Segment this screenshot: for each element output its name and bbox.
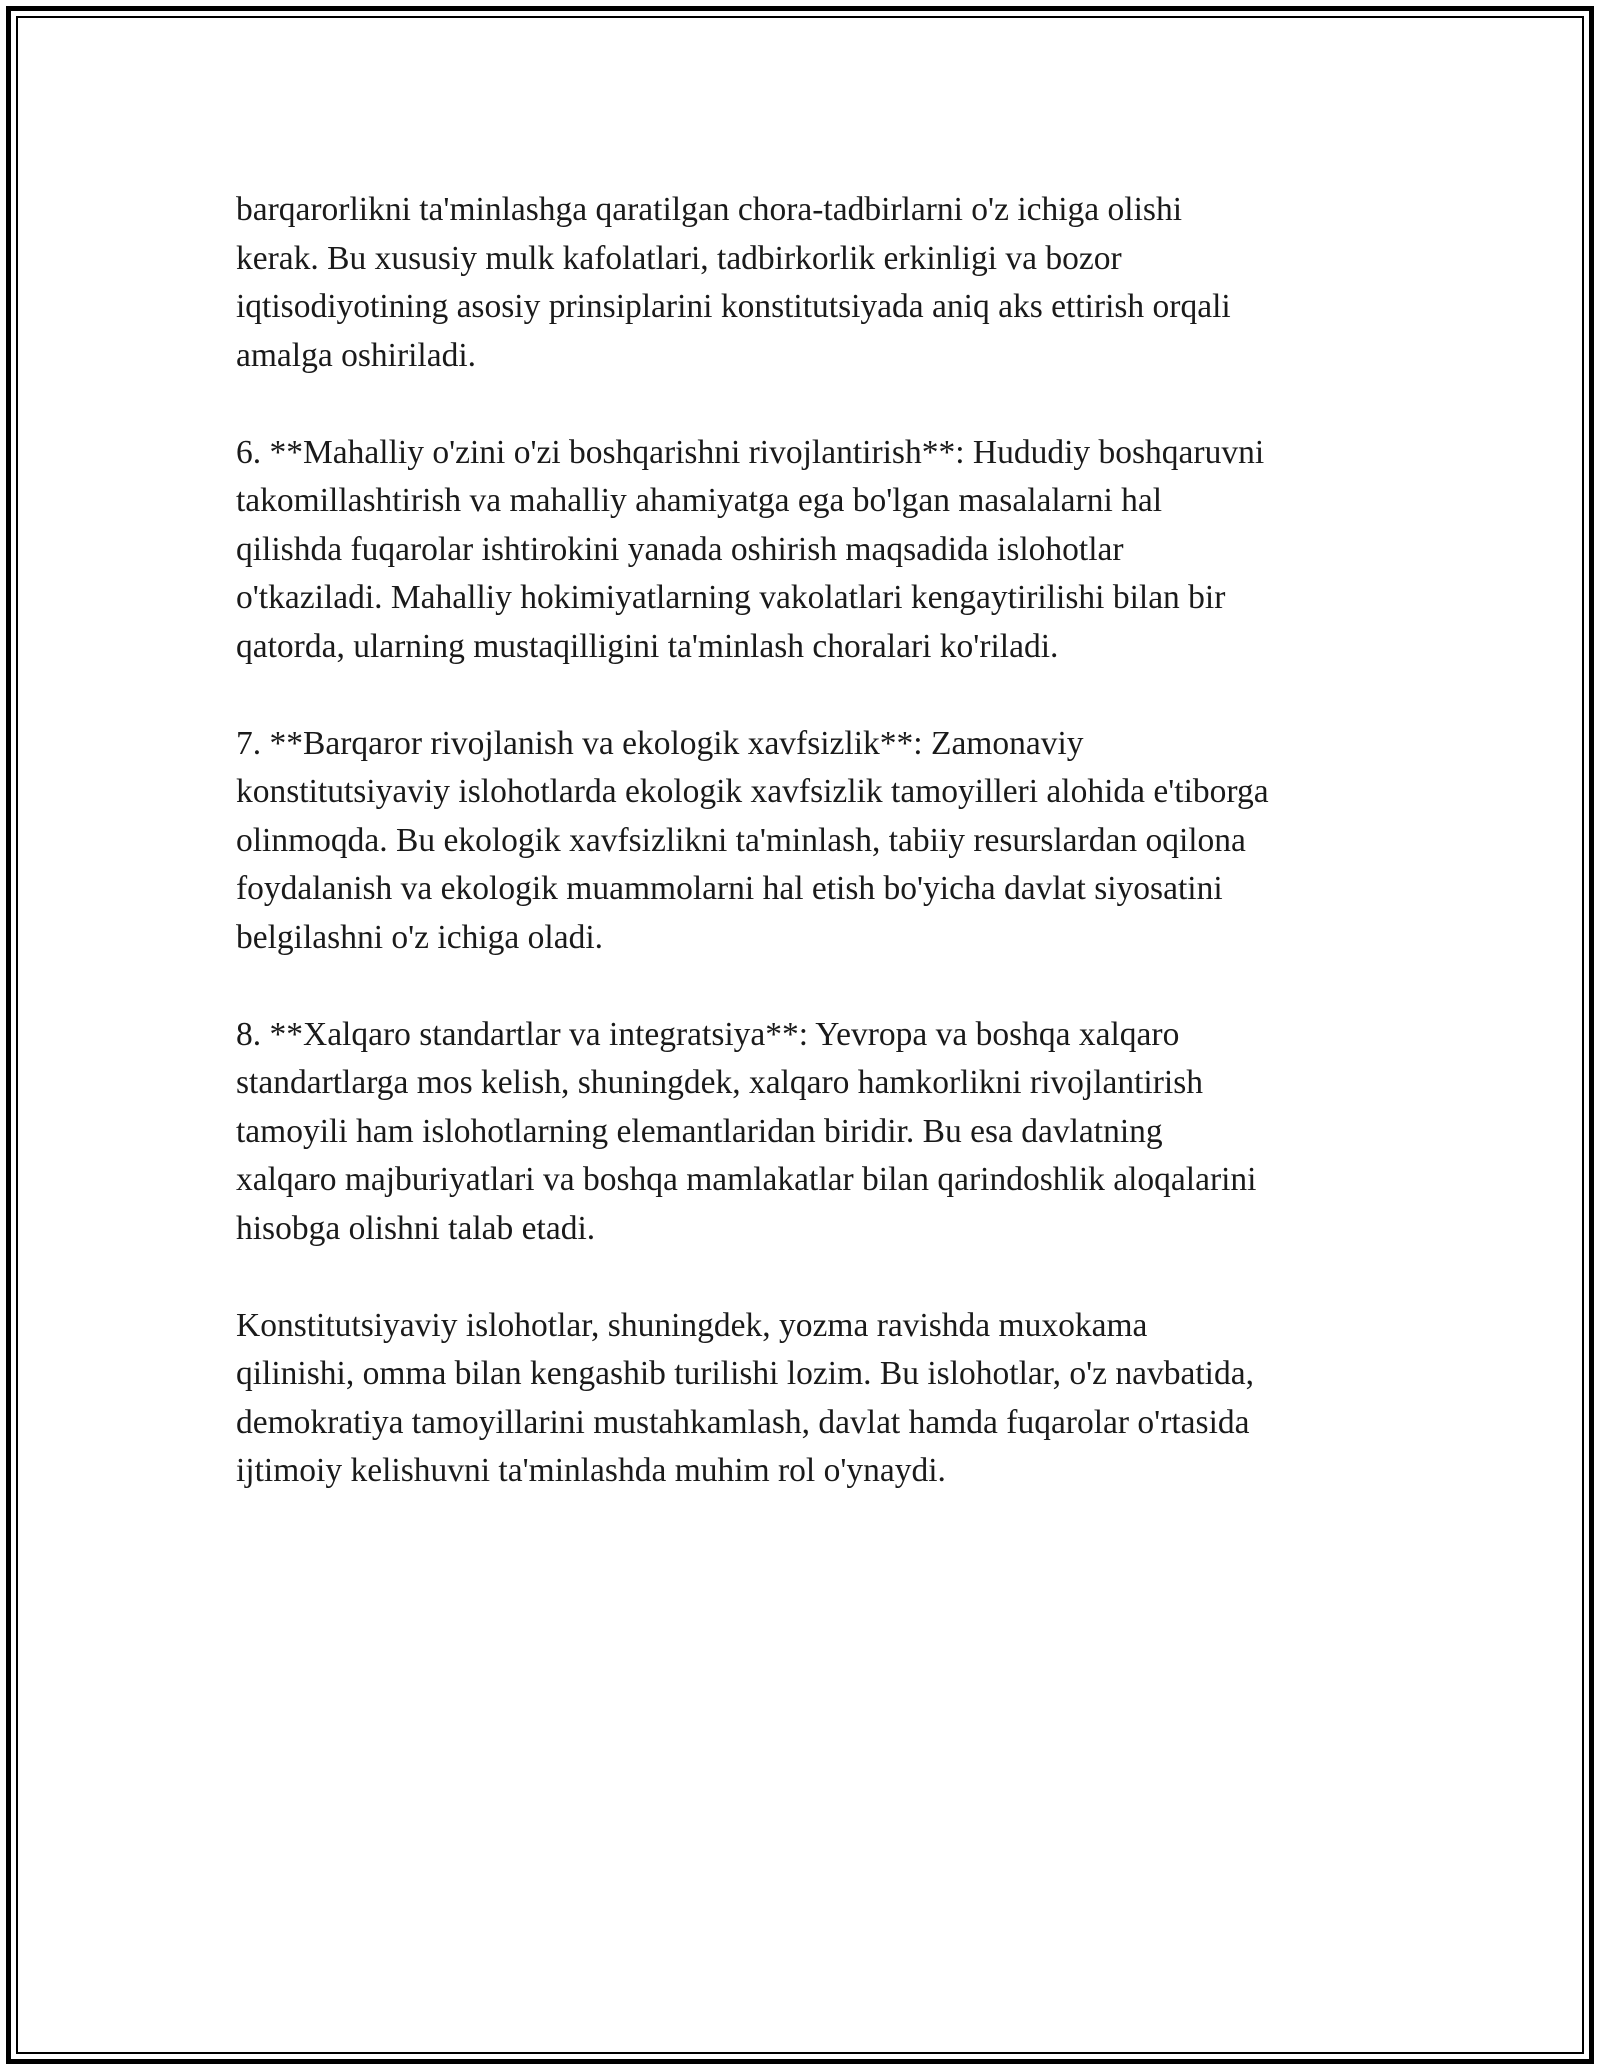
paragraph-economic-stability: barqarorlikni ta'minlashga qaratilgan chora-tadbirlarni o'z ichiga olishi kerak. Bu xususiy mulk kafolatlari, tadbirkorlik erkinligi va bozor iqtisodiyotining asosiy prinsiplarini konstitutsiyada aniq aks ettirish orqali amalga oshiriladi.	[236, 191, 1231, 374]
paragraph-sustainable-development: 7. **Barqaror rivojlanish va ekologik xavfsizlik**: Zamonaviy konstitutsiyaviy islohotlarda ekologik xavfsizlik tamoyilleri alohida e'tiborga olinmoqda. Bu ekologik xavfsizlikni ta'minlash, tabiiy resurslardan oqilona foydalanish va ekologik muammolarni hal etish bo'yicha davlat siyosatini belgilashni o'z ichiga oladi.	[236, 724, 1269, 956]
paragraph-conclusion: Konstitutsiyaviy islohotlar, shuningdek, yozma ravishda muxokama qilinishi, omma bilan kengashib turilishi lozim. Bu islohotlar, o'z navbatida, demokratiya tamoyillarini mustahkamlash, davlat hamda fuqarolar o'rtasida ijtimoiy kelishuvni ta'minlashda muhim rol o'ynaydi.	[236, 1306, 1254, 1489]
paragraph-local-self-government: 6. **Mahalliy o'zini o'zi boshqarishni rivojlantirish**: Hududiy boshqaruvni takomillashtirish va mahalliy ahamiyatga ega bo'lgan masalalarni hal qilishda fuqarolar ishtirokini yanada oshirish maqsadida islohotlar o'tkaziladi. Mahalliy hokimiyatlarning vakolatlari kengaytirilishi bilan bir qatorda, ularning mustaqilligini ta'minlash choralari ko'riladi.	[236, 433, 1265, 665]
paragraph-international-standards: 8. **Xalqaro standartlar va integratsiya**: Yevropa va boshqa xalqaro standartlarga mos kelish, shuningdek, xalqaro hamkorlikni rivojlantirish tamoyili ham islohotlarning elemantlaridan biridir. Bu esa davlatning xalqaro majburiyatlari va boshqa mamlakatlar bilan qarindoshlik aloqalarini hisobga olishni talab etadi.	[236, 1015, 1257, 1247]
document-body	[236, 186, 1416, 1544]
